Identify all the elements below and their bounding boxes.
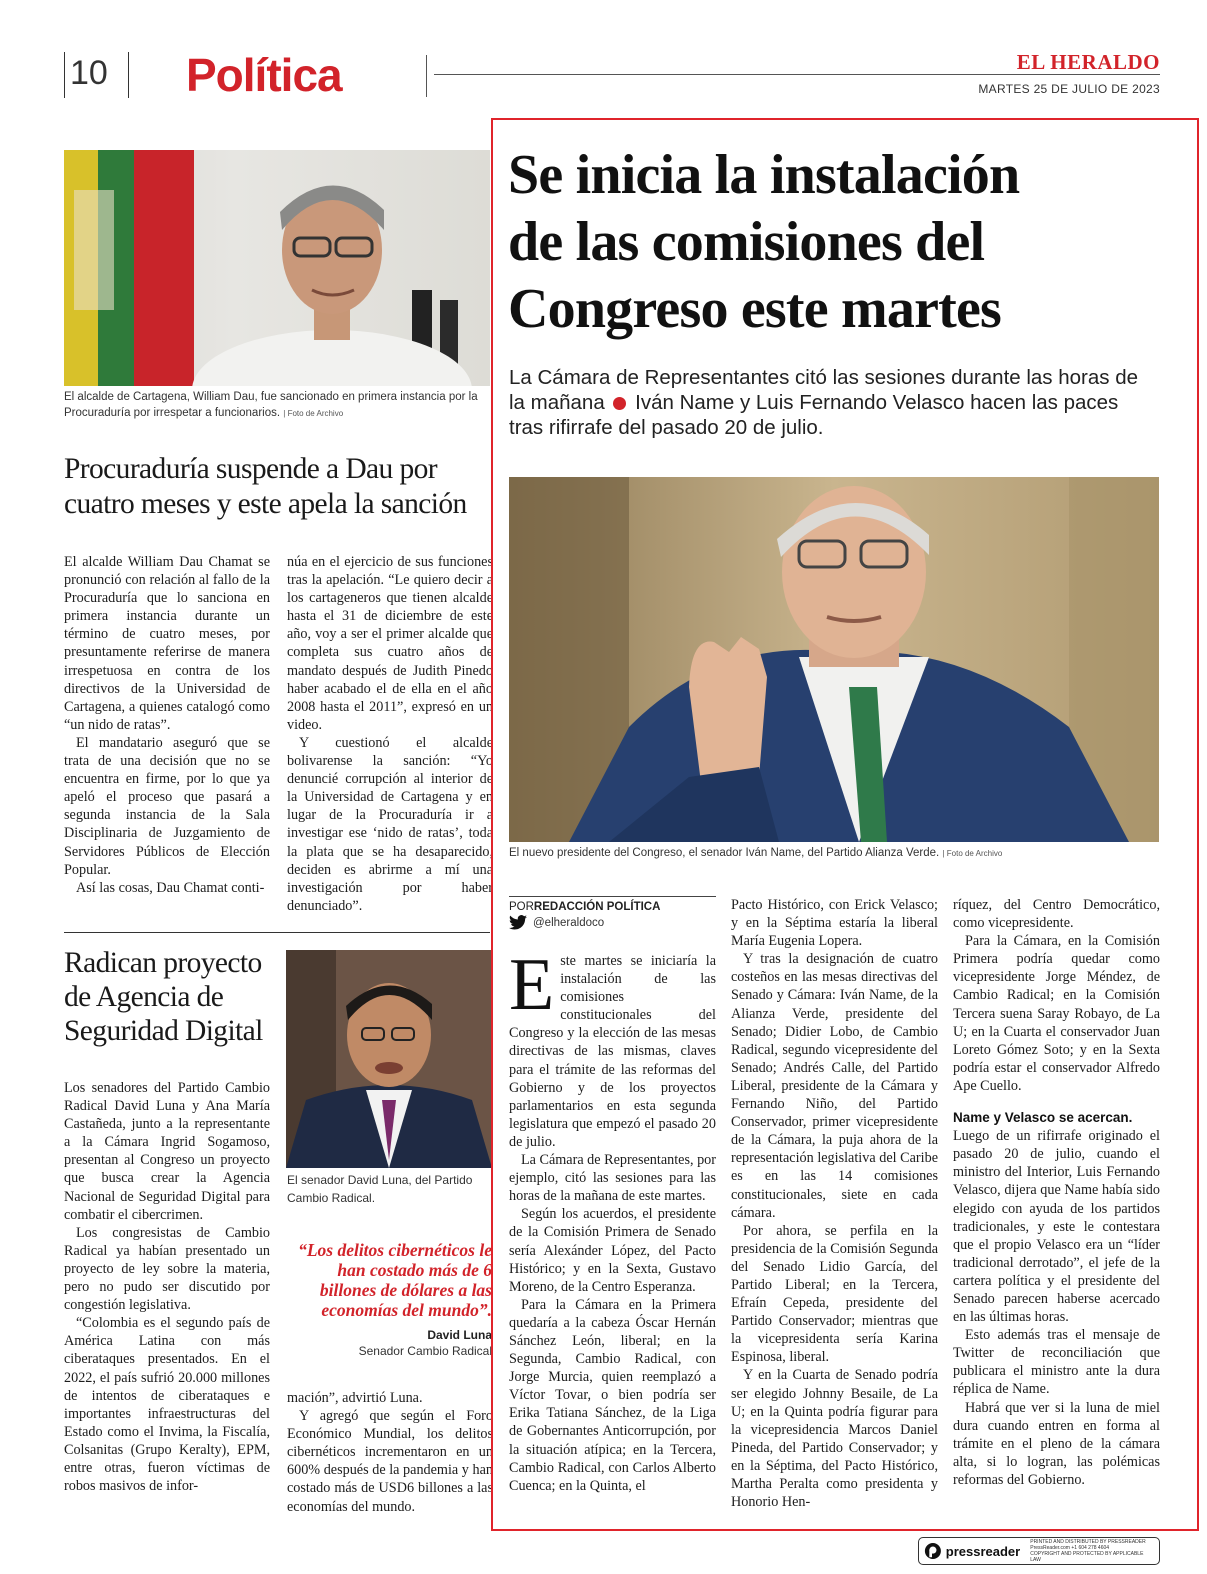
dau-photo-illustration (64, 150, 490, 386)
photo-credit: | Foto de Archivo (942, 849, 1003, 858)
paragraph: Y cuestionó el alcalde bolivarense la sanción: “Yo denuncié corrupción al interior de la Universidad de Cartagena y en lugar de la Procuraduría ir a investigar ese ‘nido de ratas’, toda la plata que se ha desaparecido, deciden es abrirme a mí una investigación por haber denunciado”. (287, 734, 493, 914)
luna-photo-caption: El senador David Luna, del Partido Cambio Radical. (287, 1173, 473, 1205)
paragraph: El alcalde William Dau Chamat se pronunció con relación al fallo de la Procuraduría que lo sanciona en primera instancia durante un término de cuatro meses, por presuntamente referirse de manera irrespetuosa en contra de los directivos de la Universidad de Cartagena, a quienes catalogó como “un nido de ratas”. (64, 554, 270, 733)
fineprint-line: COPYRIGHT AND PROTECTED BY APPLICABLE LAW (1030, 1551, 1144, 1563)
pull-quote (288, 1240, 492, 1358)
main-deck (509, 365, 1149, 440)
headline-line: Se inicia la instalación (508, 144, 1020, 206)
dau-headline (64, 452, 494, 522)
name-photo-caption (509, 845, 1159, 862)
quote-text: “Los delitos cibernéticos le han costado más de 6 billones de dólares a las economías del mundo”. (298, 1240, 492, 1320)
byline-por: POR (509, 901, 534, 913)
name-photo (509, 477, 1159, 842)
luna-photo (286, 950, 492, 1168)
caption-text: El alcalde de Cartagena, William Dau, fue sancionado en primera instancia por la Procuraduría por irrespetar a funcionarios. (64, 391, 478, 419)
headline-line: Procuraduría suspende a Dau por (64, 453, 437, 485)
paragraph: Así las cosas, Dau Chamat conti- (76, 879, 265, 896)
paragraph: Esto además tras el mensaje de Twitter de reconciliación que publicara el ministro ante la dura réplica de Name. (953, 1327, 1160, 1398)
section-title: Política (186, 49, 342, 101)
pressreader-logo-icon (924, 1542, 942, 1560)
pressreader-brand: pressreader (945, 1543, 1021, 1559)
paragraph: núa en el ejercicio de sus funciones tras la apelación. “Le quiero decir a los cartageneros que tienen alcalde hasta el 31 de diciembre de este año, voy a ser el primer alcalde que completa sus cuatro años de mandato después de Judith Pinedo haber acabado el de ella en el año 2008 hasta el 2011”, expresó en un video. (287, 554, 493, 733)
fineprint-line: PRINTED AND DISTRIBUTED BY PRESSREADER (1030, 1539, 1146, 1545)
agency-col-2 (287, 1389, 493, 1516)
masthead-logo: EL HERALDO (1016, 50, 1160, 74)
lead-paragraph (509, 944, 716, 1151)
byline-author-line (509, 901, 716, 913)
paragraph: “Colombia es el segundo país de América Latina con más ciberataques presentados. En el 2022, el país sufrió 20.000 millones de intentos de ciberataques e importantes infraestructuras del Estado como el Invima, la Fiscalía, Colsanitas (Grupo Keralty), EPM, entre otras, fueron víctimas de robos masivos de infor- (64, 1315, 270, 1495)
paragraph: Pacto Histórico, con Erick Velasco; y en la Séptima estaría la liberal María Eugenia Lopera. (731, 897, 938, 950)
headline-line: cuatro meses y este apela la sanción (64, 488, 467, 520)
deck-text: La Cámara de Representantes citó las sesiones durante las horas de la mañana (509, 366, 1139, 414)
paragraph: Para la Cámara en la Primera quedaría a la cabeza Óscar Hernán Sánchez León, liberal; en la Segunda, Cambio Radical, con Jorge Murcia, quien reemplazó a Víctor Tovar, o bien podría ser Erika Tatiana Sánchez, de la Liga de Gobernantes Anticorrupción, por la situación atípica; en la Tercera, Cambio Radical, con Carlos Alberto Cuenca; en la Quinta, el (509, 1296, 716, 1494)
headline-line: de las comisiones del (508, 211, 985, 273)
deck-bullet-icon (613, 397, 626, 410)
dau-col-2 (287, 553, 493, 915)
quote-role: Senador Cambio Radical (358, 1344, 492, 1358)
paragraph: Por ahora, se perfila en la presidencia de la Comisión Segunda del Senado Lidio García, del Partido Liberal; en la Tercera, Efraín Cepeda, presidente del Partido Conservador; mientras que la vicepresidenta sería Karina Espinosa, liberal. (731, 1222, 938, 1366)
paragraph: Habrá que ver si la luna de miel dura cuando entren en forma al trámite en el pleno de la cámara alta, si lo logran, las polémicas reformas del Gobierno. (953, 1399, 1160, 1488)
twitter-handle: @elheraldoco (533, 916, 605, 929)
byline-rule (509, 896, 716, 897)
agency-col-1 (64, 1079, 270, 1495)
dau-photo (64, 150, 490, 386)
page-header (0, 0, 1207, 110)
byline (509, 896, 716, 930)
caption-text: El nuevo presidente del Congreso, el senador Iván Name, del Partido Alianza Verde. (509, 847, 940, 859)
paragraph: Y tras la designación de cuatro costeños en las mesas directivas del Senado y Cámara: Iván Name, de la Alianza Verde, presidente del Senado; Didier Lobo, de Cambio Radical, segundo vicepresidente del Senado; Andrés Calle, del Partido Liberal, presidente de la Cámara y Fernando Niño, del Partido Conservador, primer vicepresidente de la Cámara, la puja ahora de la representación legislativa del Caribe es en las 14 comisiones constitucionales, siete en cada cámara. (731, 951, 938, 1221)
photo-credit: | Foto de Archivo (283, 409, 344, 418)
dau-col-1 (64, 553, 270, 897)
pressreader-badge[interactable] (918, 1537, 1160, 1565)
byline-author: REDACCIÓN POLÍTICA (533, 901, 661, 913)
issue-date: MARTES 25 DE JULIO DE 2023 (978, 82, 1160, 96)
paragraph: Los senadores del Partido Cambio Radical David Luna y Ana María Castañeda, junto a la representante a la Cámara Ingrid Sogamoso, presentan al Congreso un proyecto que busca crear la Agencia Nacional de Seguridad Digital para combatir el cibercrimen. (64, 1080, 270, 1223)
paragraph: Y en la Cuarta de Senado podría ser elegido Johnny Besaile, de La U; en la Quinta podría figurar para la vicepresidencia Marcos Daniel Pineda, del Partido Conservador; y en la Séptima, del Pacto Histórico, Martha Peralta como presidenta y Honorio Hen- (731, 1367, 938, 1511)
headline-line: Radican proyecto (64, 947, 262, 979)
paragraph: Según los acuerdos, el presidente de la Comisión Primera de Senado sería Alexánder López, del Pacto Histórico; y en la Sexta, Gustavo Moreno, de la Centro Esperanza. (509, 1206, 716, 1295)
main-col-3 (953, 896, 1160, 1489)
paragraph: Para la Cámara, en la Comisión Primera podría quedar como vicepresidente Jorge Méndez, de Cambio Radical; en la Comisión Tercera suena Saray Robayo, de La U; en la Cuarta el conservador Juan Loreto Gómez Soto; y en la Sexta podría estar el conservador Alfredo Ape Cuello. (953, 933, 1160, 1094)
deck-text: Iván Name y Luis Fernando Velasco hacen las paces tras rifirrafe del pasado 20 de julio. (509, 391, 1119, 439)
headline-line: Congreso este martes (508, 278, 1002, 340)
page-number: 10 (70, 54, 108, 92)
drop-cap: E (509, 944, 555, 1026)
headline-line: Seguridad Digital (64, 1015, 263, 1047)
main-headline (508, 142, 1188, 343)
section-divider (64, 932, 490, 933)
main-col-2 (731, 896, 938, 1511)
paragraph: La Cámara de Representantes, por ejemplo, citó las sesiones para las horas de la mañana de este martes. (509, 1152, 716, 1205)
paragraph: mación”, advirtió Luna. (287, 1390, 423, 1406)
fineprint-line: PressReader.com +1 604 278 4604 (1030, 1545, 1110, 1551)
agency-headline (64, 946, 284, 1048)
paragraph: Los congresistas de Cambio Radical ya habían presentado un proyecto de ley sobre la materia, pero no pudo ser discutido por congestión legislativa. (64, 1224, 270, 1314)
dau-photo-caption (64, 389, 492, 422)
byline-twitter (509, 915, 716, 930)
quote-author: David Luna (427, 1328, 492, 1342)
paragraph: Luego de un rifirrafe originado el pasado 20 de julio, cuando el ministro del Interior, Luis Fernando Velasco, dijera que Name había sido elegido con ayuda de los partidos tradicionales, y este le contestara que el propio Velasco era un “líder tradicional derrotado”, el jefe de la cartera política y el presidente del Senado parecen haberse acercado en las últimas horas. (953, 1128, 1160, 1326)
lead-text: ste martes se iniciaría la instalación de las comisiones constitucionales del Congreso y la elección de las mesas directivas de las mismas, claves para el trámite de las reformas del Gobierno y de los proyectos parlamentarios en esta segunda legislatura que empezó el pasado 20 de julio. (509, 953, 716, 1150)
pressreader-fineprint (1030, 1539, 1154, 1563)
name-photo-illustration (509, 477, 1159, 842)
luna-photo-illustration (286, 950, 492, 1168)
subhead: Name y Velasco se acercan. (953, 1110, 1133, 1126)
main-col-1 (509, 944, 716, 1495)
twitter-bird-icon (509, 915, 527, 930)
headline-line: de Agencia de (64, 981, 224, 1013)
paragraph: Y agregó que según el Foro Económico Mundial, los delitos cibernéticos incrementaron en un 600% después de la pandemia y han costado más de USD6 billones a las economías del mundo. (287, 1408, 493, 1515)
paragraph: El mandatario aseguró que se trata de una decisión que no se encuentra en firme, por lo que ya apeló el proceso que pasará a segunda instancia de la Sala Disciplinaria de Juzgamiento de Servidores Públicos de Elección Popular. (64, 734, 270, 878)
paragraph: ríquez, del Centro Democrático, como vicepresidente. (953, 897, 1160, 932)
